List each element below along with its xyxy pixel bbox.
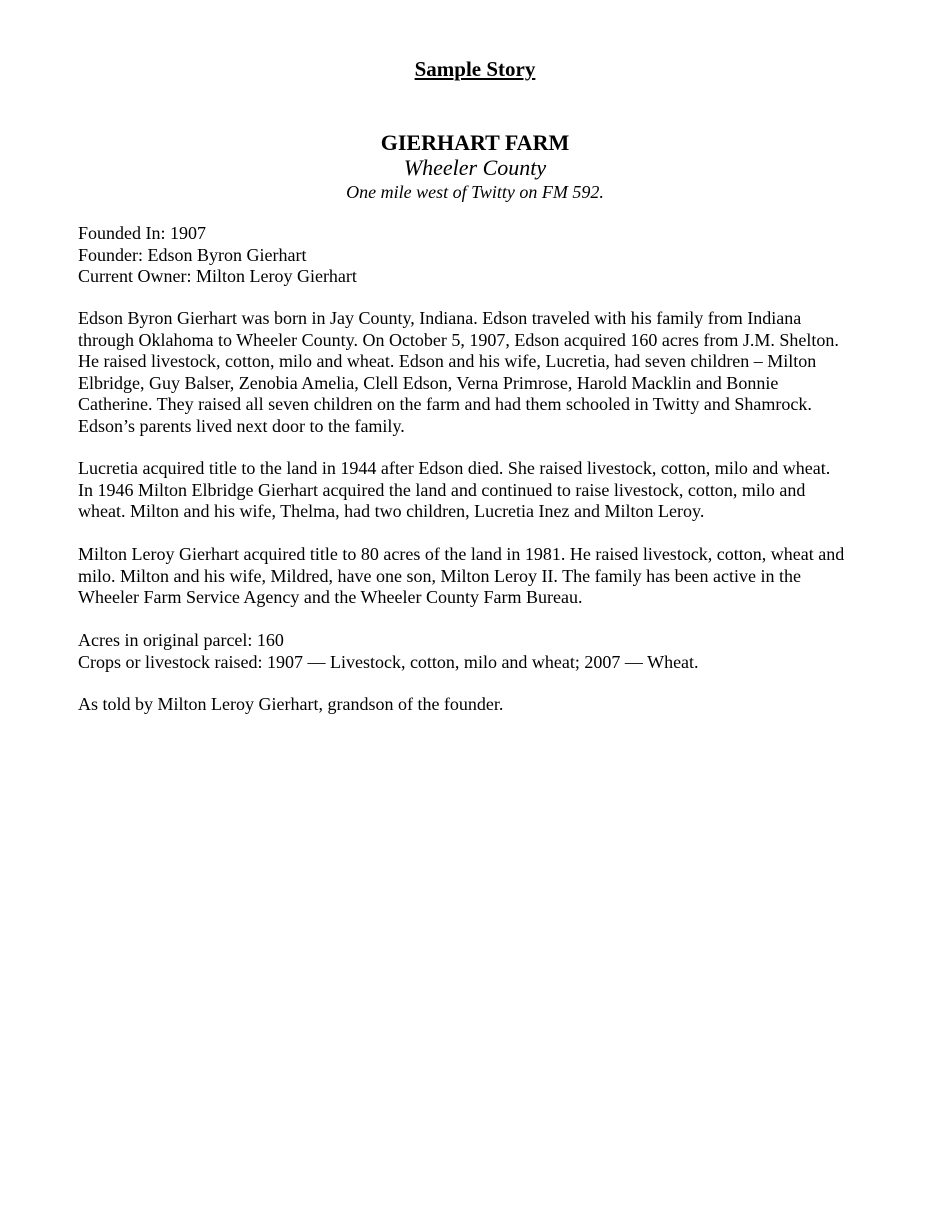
farm-facts [78,223,898,288]
paragraph-line: Catherine. They raised all seven children on the farm and had them schooled in Twitty and Shamrock. [78,394,812,414]
document-label: Sample Story [414,57,536,81]
paragraph-line: Edson’s parents lived next door to the family. [78,415,405,436]
paragraph-line: Elbridge, Guy Balser, Zenobia Amelia, Clell Edson, Verna Primrose, Harold Macklin and Bonnie [78,372,779,393]
paragraph-line: Edson Byron Gierhart was born in Jay County, Indiana. Edson traveled with his family from Indiana [78,308,802,328]
story-paragraph-3 [78,544,898,609]
paragraph-line: milo. Milton and his wife, Mildred, have one son, Milton Leroy II. The family has been active in the [78,565,802,586]
founder-name: Founder: Edson Byron Gierhart [78,244,307,265]
attribution [78,694,898,716]
paragraph-line: through Oklahoma to Wheeler County. On October 5, 1907, Edson acquired 160 acres from J.M. Shelton. [78,329,839,350]
paragraph-line: Lucretia acquired title to the land in 1944 after Edson died. She raised livestock, cotton, milo and wheat. [78,458,831,478]
founded-year: Founded In: 1907 [78,223,206,243]
acres-original-parcel: Acres in original parcel: 160 [78,630,284,650]
farm-location: One mile west of Twitty on FM 592. [346,182,604,202]
paragraph-line: He raised livestock, cotton, milo and wheat. Edson and his wife, Lucretia, had seven children – Milton [78,351,817,371]
story-paragraph-1 [78,308,898,437]
farm-name: GIERHART FARM [380,130,570,155]
paragraph-line: In 1946 Milton Elbridge Gierhart acquired the land and continued to raise livestock, cotton, milo and [78,479,806,500]
story-paragraph-2 [78,458,898,523]
crops-raised: Crops or livestock raised: 1907 — Livestock, cotton, milo and wheat; 2007 — Wheat. [78,651,699,672]
paragraph-line: Wheeler Farm Service Agency and the Wheeler County Farm Bureau. [78,587,583,607]
farm-summary [78,630,898,673]
current-owner: Current Owner: Milton Leroy Gierhart [78,266,357,286]
paragraph-line: Milton Leroy Gierhart acquired title to 80 acres of the land in 1981. He raised livestock, cotton, wheat and [78,544,845,564]
attribution-text: As told by Milton Leroy Gierhart, grandson of the founder. [78,694,504,714]
title-block [0,130,950,204]
paragraph-line: wheat. Milton and his wife, Thelma, had two children, Lucretia Inez and Milton Leroy. [78,501,705,521]
county-name: Wheeler County [403,155,547,180]
